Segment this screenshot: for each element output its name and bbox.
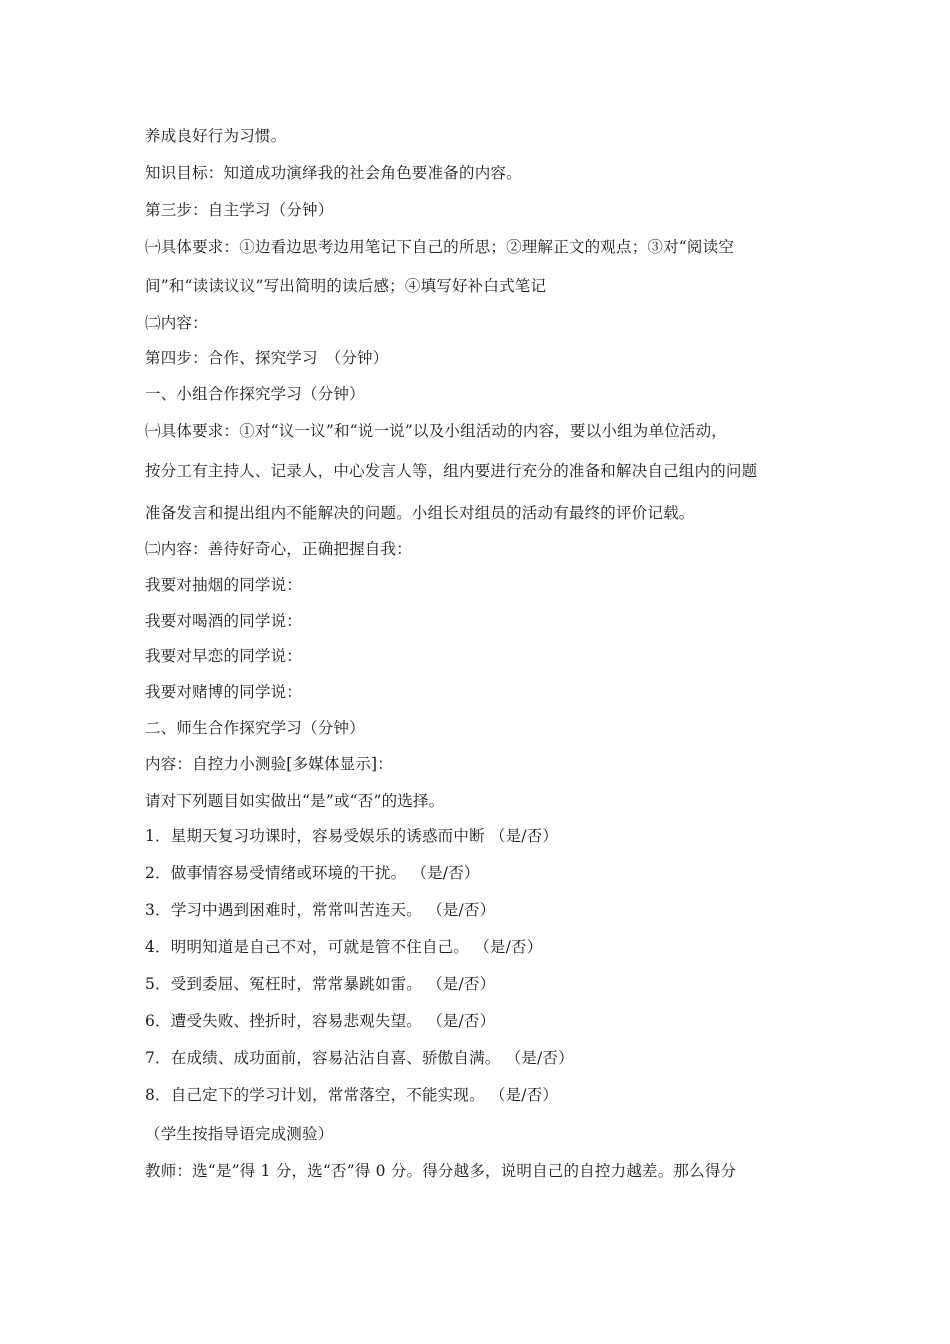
section-heading: 第四步：合作、探究学习 （分钟）	[145, 349, 389, 367]
quiz-item: 8．自己定下的学习计划，常常落空，不能实现。 （是/否）	[145, 1086, 559, 1104]
text-line: 养成良好行为习惯。	[145, 127, 287, 145]
quiz-item: 5．受到委屈、冤枉时，常常暴跳如雷。 （是/否）	[145, 975, 496, 993]
section-heading: 一、小组合作探究学习（分钟）	[145, 385, 365, 403]
text-line: 知识目标：知道成功演绎我的社会角色要准备的内容。	[145, 164, 522, 182]
text-line: 内容：自控力小测验[多媒体显示]：	[145, 755, 393, 773]
quiz-item: 4．明明知道是自己不对，可就是管不住自己。 （是/否）	[145, 938, 543, 956]
text-line: （学生按指导语完成测验）	[145, 1125, 334, 1143]
text-line: 准备发言和提出组内不能解决的问题。小组长对组员的活动有最终的评价记载。	[145, 504, 695, 522]
text-line: 间”和“读读议议”写出简明的读后感；④填写好补白式笔记	[145, 277, 547, 295]
text-line: 请对下列题目如实做出“是”或“否”的选择。	[145, 792, 445, 810]
text-line: 按分工有主持人、记录人，中心发言人等，组内要进行充分的准备和解决自己组内的问题	[145, 462, 758, 480]
section-heading: 二、师生合作探究学习（分钟）	[145, 719, 365, 737]
text-line: 教师：选“是”得 1 分，选“否”得 0 分。得分越多，说明自己的自控力越差。那么得分	[145, 1162, 737, 1180]
text-line: ㈠具体要求：①对“议一议”和“说一说”以及小组活动的内容，要以小组为单位活动，	[145, 422, 727, 440]
quiz-item: 3．学习中遇到困难时，常常叫苦连天。 （是/否）	[145, 901, 496, 919]
text-line: 我要对喝酒的同学说：	[145, 612, 303, 630]
text-line: 我要对抽烟的同学说：	[145, 576, 303, 594]
text-line: ㈠具体要求：①边看边思考边用笔记下自己的所思；②理解正文的观点；③对“阅读空	[145, 238, 735, 256]
section-heading: 第三步：自主学习（分钟）	[145, 201, 334, 219]
text-line: ㈡内容：	[145, 314, 208, 332]
quiz-item: 6．遭受失败、挫折时，容易悲观失望。 （是/否）	[145, 1012, 496, 1030]
text-line: 我要对早恋的同学说：	[145, 647, 303, 665]
quiz-item: 2．做事情容易受情绪或环境的干扰。 （是/否）	[145, 864, 480, 882]
text-line: 我要对赌博的同学说：	[145, 683, 303, 701]
quiz-item: 1．星期天复习功课时，容易受娱乐的诱惑而中断 （是/否）	[145, 827, 559, 845]
text-line: ㈡内容：善待好奇心，正确把握自我：	[145, 540, 412, 558]
quiz-item: 7．在成绩、成功面前，容易沾沾自喜、骄傲自满。 （是/否）	[145, 1049, 574, 1067]
